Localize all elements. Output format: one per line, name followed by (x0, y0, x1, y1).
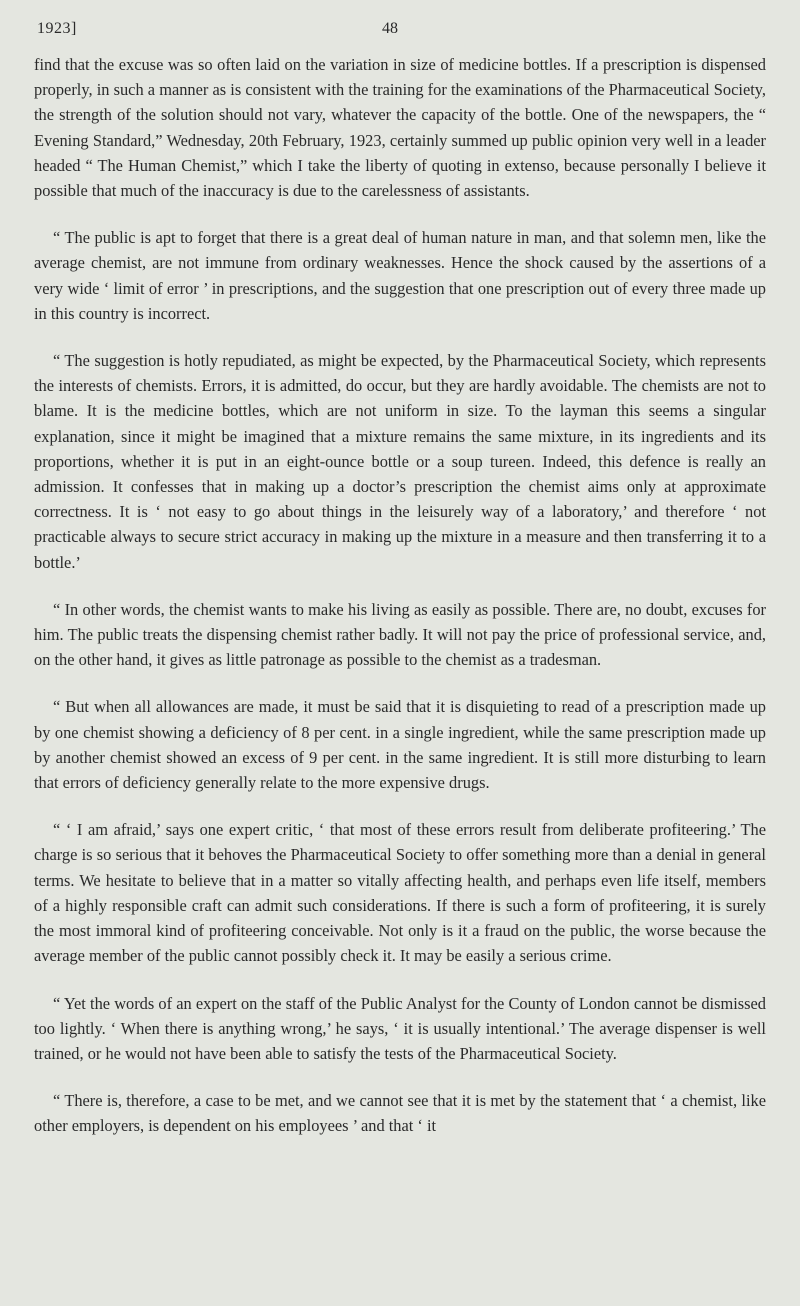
header-year: 1923] (37, 20, 77, 37)
paragraph: “ The public is apt to forget that there is a great deal of human nature in man, and that solemn men, like the average chemist, are not immune from ordinary weaknesses. Hence the shock caused by the assertions of a very wide ‘ limit of error ’ in prescriptions, and the suggestion that one prescription out of every three made up in this country is incorrect. (34, 228, 766, 323)
running-header (0, 20, 800, 44)
paragraph: “ The suggestion is hotly repudiated, as might be expected, by the Pharmaceutical Society, which represents the interests of chemists. Errors, it is admitted, do occur, but they are hardly avoidable. The chemists are not to blame. It is the medicine bottles, which are not uniform in size. To the layman this seems a singular explanation, since it might be imagined that a mixture remains the same mixture, in its ingredients and its proportions, whether it is put in an eight-ounce bottle or a soup tureen. Indeed, this defence is really an admission. It confesses that in making up a doctor’s prescription the chemist aims only at approximate correctness. It is ‘ not easy to go about things in the leisurely way of a laboratory,’ and therefore ‘ not practicable always to secure strict accuracy in making up the mixture in a measure and then transferring it to a bottle.’ (34, 351, 766, 572)
body-text (34, 52, 766, 1139)
paragraph: “ In other words, the chemist wants to make his living as easily as possible. There are, no doubt, excuses for him. The public treats the dispensing chemist rather badly. It will not pay the price of professional service, and, on the other hand, it gives as little patronage as possible to the chemist as a tradesman. (34, 599, 766, 670)
paragraph: “ ‘ I am afraid,’ says one expert critic, ‘ that most of these errors result from deliberate profiteering.’ The charge is so serious that it behoves the Pharmaceutical Society to offer something more than a denial in general terms. We hesitate to believe that in a matter so vitally affecting health, and perhaps even life itself, members of a highly responsible craft can admit such considerations. If there is such a form of profiteering, it is surely the most immoral kind of profiteering conceivable. Not only is it a fraud on the public, the worse because the average member of the public cannot possibly check it. It may be easily a serious crime. (34, 820, 766, 966)
paragraph: “ But when all allowances are made, it must be said that it is disquieting to read of a prescription made up by one chemist showing a deficiency of 8 per cent. in a single ingredient, while the same prescription made up by another chemist showed an excess of 9 per cent. in the same ingredient. It is still more disturbing to learn that errors of deficiency generally relate to the more expensive drugs. (34, 697, 766, 793)
paragraph: “ There is, therefore, a case to be met, and we cannot see that it is met by the statement that ‘ a chemist, like other employers, is dependent on his employees ’ and that ‘ it (34, 1091, 766, 1136)
page-number: 48 (382, 20, 398, 37)
paragraph: find that the excuse was so often laid on the variation in size of medicine bottles. If a prescription is dispensed properly, in such a manner as is consistent with the training for the examinations of the Pharmaceutical Society, the strength of the solution should not vary, whatever the capacity of the bottle. One of the newspapers, the “ Evening Standard,” Wednesday, 20th February, 1923, certainly summed up public opinion very well in a leader headed “ The Human Chemist,” which I take the liberty of quoting in extenso, because personally I believe it possible that much of the inaccuracy is due to the carelessness of assistants. (34, 55, 766, 201)
paragraph: “ Yet the words of an expert on the staff of the Public Analyst for the County of London cannot be dismissed too lightly. ‘ When there is anything wrong,’ he says, ‘ it is usually intentional.’ The average dispenser is well trained, or he would not have been able to satisfy the tests of the Pharmaceutical Society. (34, 993, 766, 1063)
